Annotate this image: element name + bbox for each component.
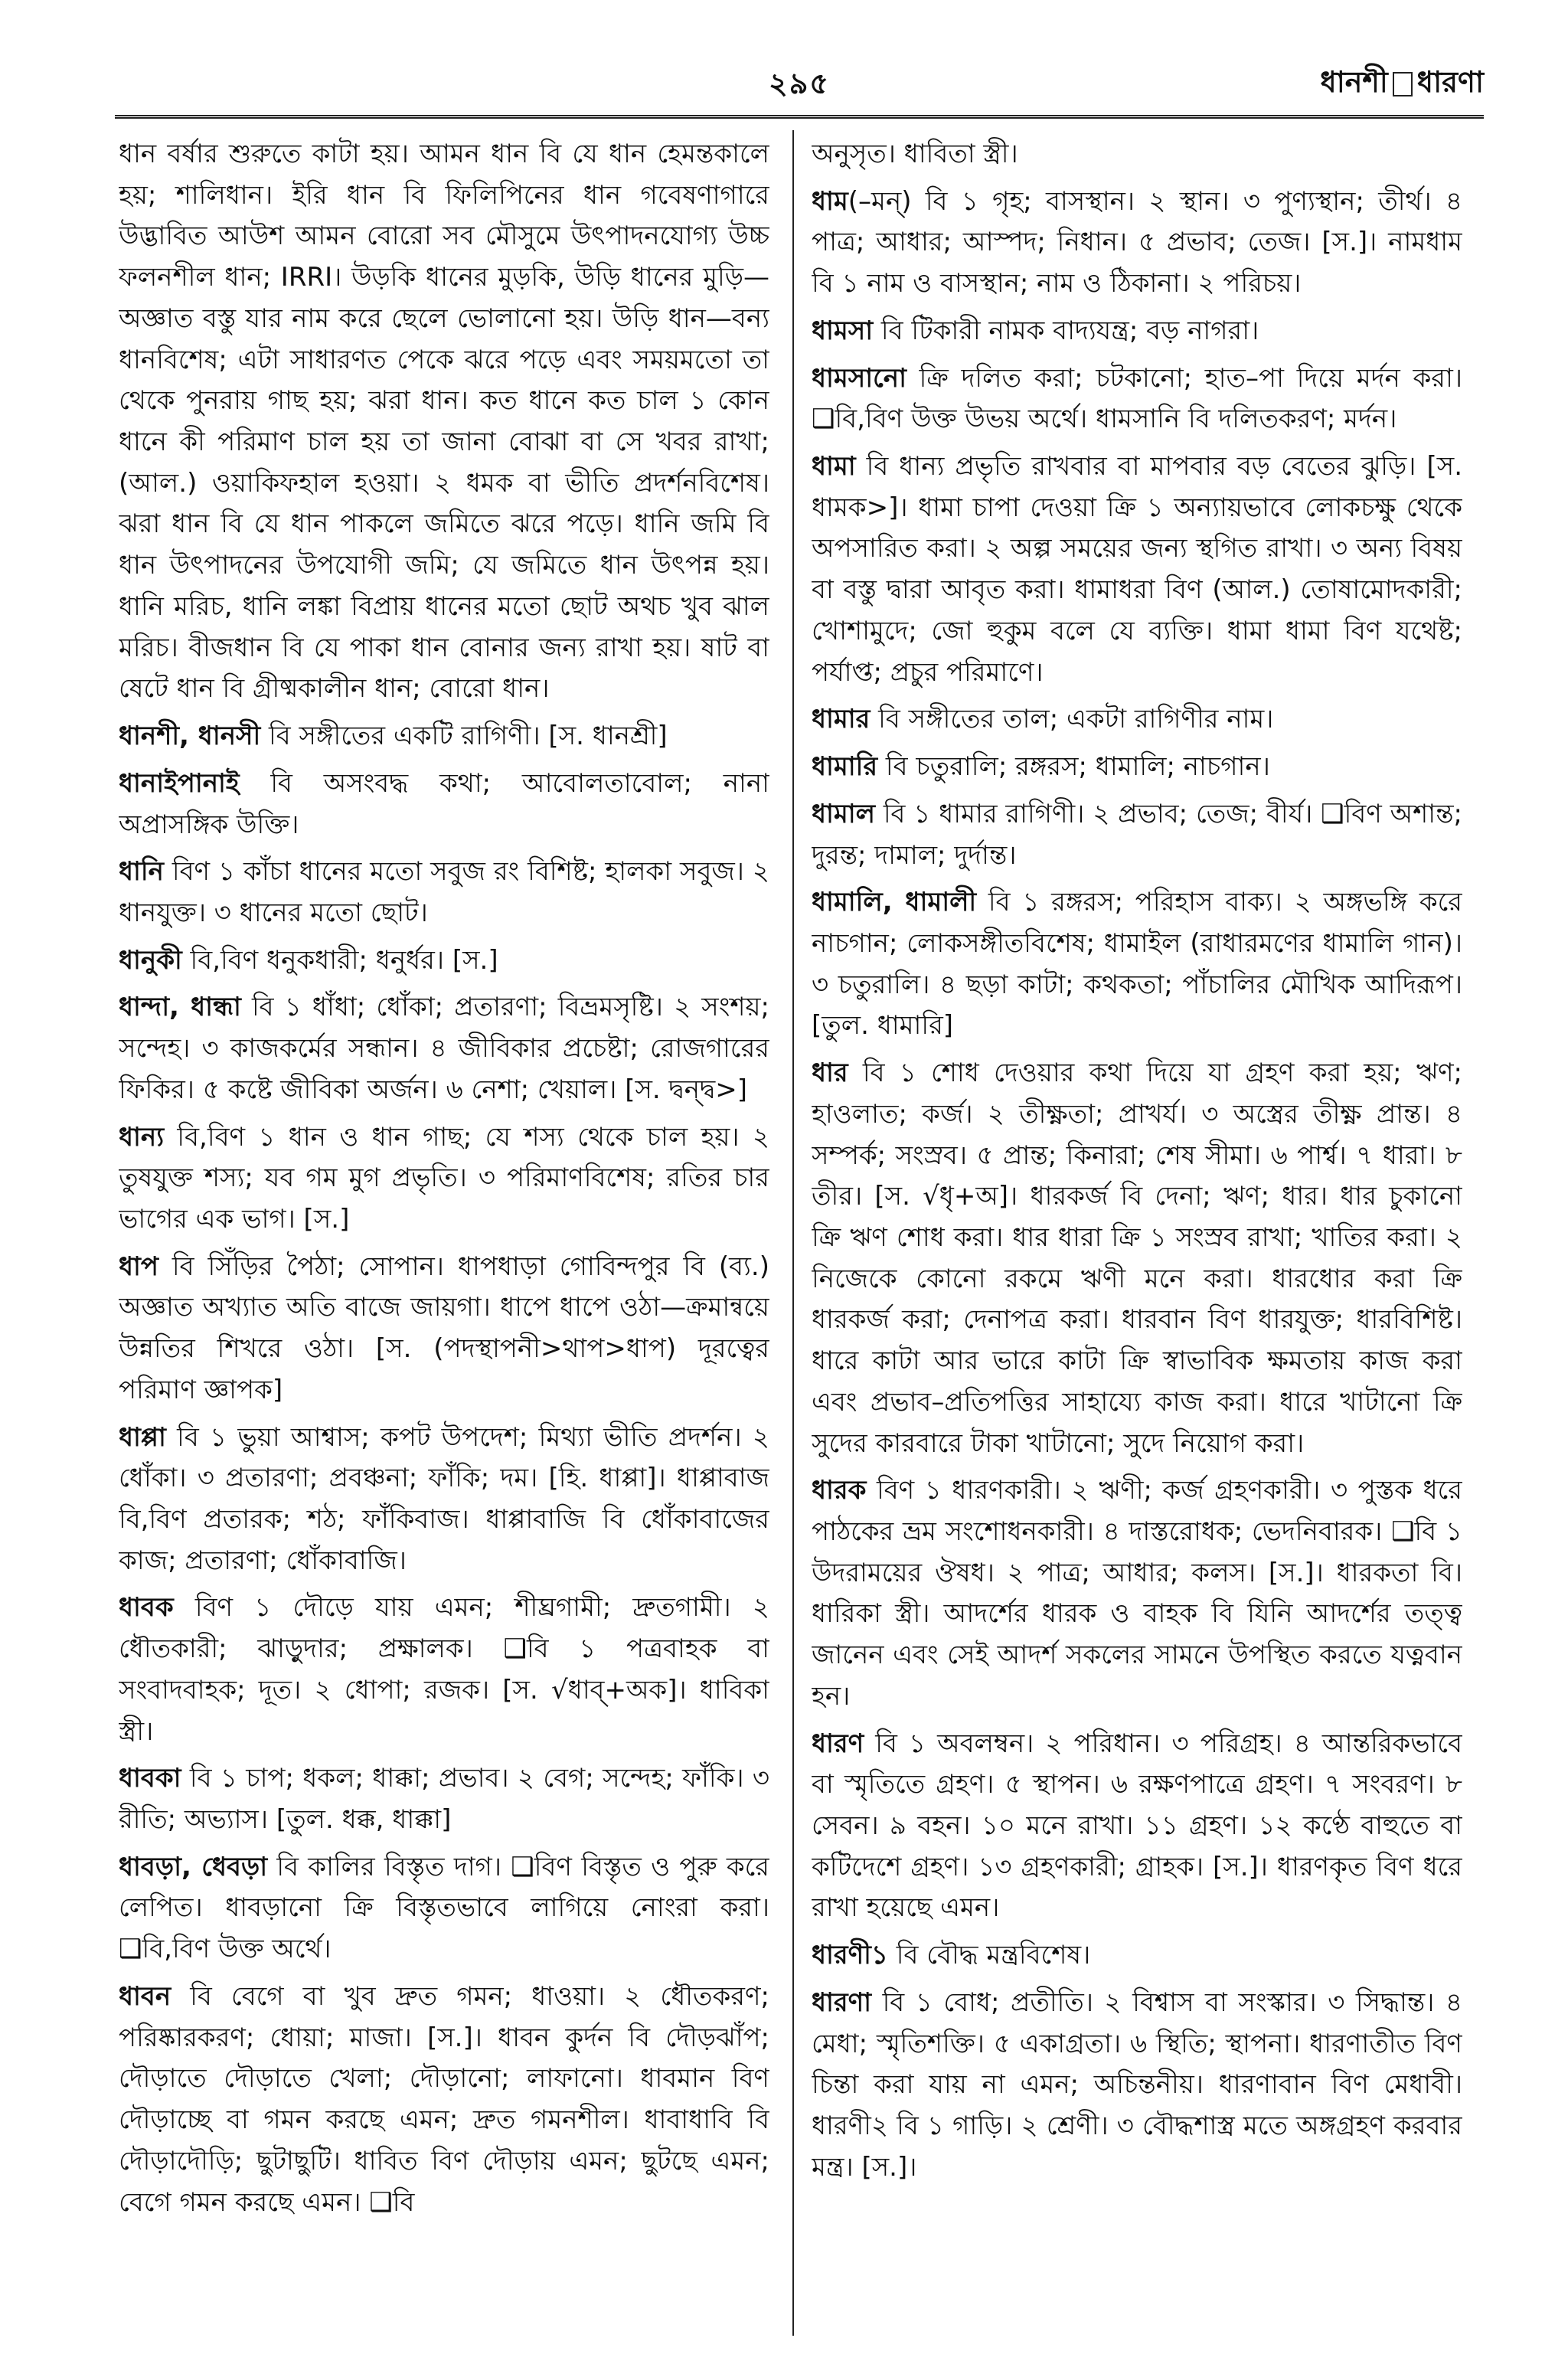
entry-definition: বি বেগে বা খুব দ্রুত গমন; ধাওয়া। ২ ধৌতকরণ; পরিষ্কারকরণ; ধোয়া; মাজা। [স.]। ধাবন কুর্দন বি দৌড়ঝাঁপ; দৌড়াতে দৌড়াতে খেলা; দৌড়ানো; লাফানো। ধাবমান বিণ দৌড়াচ্ছে বা গমন করছে এমন; দ্রুত গমনশীল। ধাবাধাবি বি দৌড়াদৌড়ি; ছুটাছুটি। ধাবিত বিণ দৌড়ায় এমন; ছুটছে এমন; বেগে গমন করছে এমন। ❑বি <box>119 1980 769 2218</box>
entry-definition: বি ১ বোধ; প্রতীতি। ২ বিশ্বাস বা সংস্কার। ৩ সিদ্ধান্ত। ৪ মেধা; স্মৃতিশক্তি। ৫ একাগ্রতা। ৬ স্থিতি; স্থাপনা। ধারণাতীত বিণ চিন্তা করা যায় না এমন; অচিন্তনীয়। ধারণাবান বিণ মেধাবী। ধারণী২ বি ১ গাড়ি। ২ শ্রেণী। ৩ বৌদ্ধশাস্ত্র মতে অঙ্গগ্রহণ করবার মন্ত্র। [স.]। <box>812 1987 1462 2183</box>
entry-definition: বি অসংবদ্ধ কথা; আবোলতাবোল; নানা অপ্রাসঙ্গিক উক্তি। <box>119 767 769 840</box>
guide-word-first: ধানশী <box>1320 65 1388 99</box>
dictionary-entry <box>119 1977 769 2223</box>
entry-headword: ধানুকী <box>119 944 182 976</box>
entry-headword: ধানাইপানাই <box>119 767 240 799</box>
entry-headword: ধাম <box>812 185 848 217</box>
entry-definition: বিণ ১ ধারণকারী। ২ ঋণী; কর্জ গ্রহণকারী। ৩ পুস্তক ধরে পাঠকের ভ্রম সংশোধনকারী। ৪ দাস্তরোধক; ভেদনিবারক। ❑বি ১ উদরাময়ের ঔষধ। ২ পাত্র; আধার; কলস। [স.]। ধারকতা বি। ধারিকা স্ত্রী। আদর্শের ধারক ও বাহক বি যিনি আদর্শের তত্ত্ব জানেন এবং সেই আদর্শ সকলের সামনে উপস্থিত করতে যত্নবান হন। <box>812 1475 1462 1712</box>
entry-definition: বি ১ ভুয়া আশ্বাস; কপট উপদেশ; মিথ্যা ভীতি প্রদর্শন। ২ ধোঁকা। ৩ প্রতারণা; প্রবঞ্চনা; ফাঁকি; দম। [হি. ধাপ্পা]। ধাপ্পাবাজ বি,বিণ প্রতারক; শঠ; ফাঁকিবাজ। ধাপ্পাবাজি বি ধোঁকাবাজের কাজ; প্রতারণা; ধোঁকাবাজি। <box>119 1421 769 1576</box>
page-number: ২৯৫ <box>768 67 831 100</box>
entry-definition: (–মন্) বি ১ গৃহ; বাসস্থান। ২ স্থান। ৩ পুণ্যস্থান; তীর্থ। ৪ পাত্র; আধার; আস্পদ; নিধান। ৫ প্রভাব; তেজ। [স.]। নামধাম বি ১ নাম ও বাসস্থান; নাম ও ঠিকানা। ২ পরিচয়। <box>812 185 1462 299</box>
dictionary-entry <box>119 1847 769 1970</box>
dictionary-entry <box>119 134 769 710</box>
dictionary-entry <box>812 1053 1462 1464</box>
entry-headword: ধাপ্পা <box>119 1421 166 1453</box>
dictionary-entry <box>119 1418 769 1582</box>
dictionary-entry <box>812 794 1462 876</box>
entry-headword: ধাবড়া, ধেবড়া <box>119 1851 268 1882</box>
entry-definition: বি ১ অবলম্বন। ২ পরিধান। ৩ পরিগ্রহ। ৪ আন্তরিকভাবে বা স্মৃতিতে গ্রহণ। ৫ স্থাপন। ৬ রক্ষণপাত্রে গ্রহণ। ৭ সংবরণ। ৮ সেবন। ৯ বহন। ১০ মনে রাখা। ১১ গ্রহণ। ১২ কণ্ঠে বাহুতে বা কটিদেশে গ্রহণ। ১৩ গ্রহণকারী; গ্রাহক। [স.]। ধারণকৃত বিণ ধরে রাখা হয়েছে এমন। <box>812 1728 1462 1924</box>
dictionary-entry <box>119 987 769 1110</box>
entry-definition: বি ১ চাপ; ধকল; ধাক্কা; প্রভাব। ২ বেগ; সন্দেহ; ফাঁকি। ৩ রীতি; অভ্যাস। [তুল. ধক্ক, ধাক্কা] <box>119 1763 769 1836</box>
entry-headword: ধামালি, ধামালী <box>812 887 977 918</box>
column-divider <box>792 130 794 2336</box>
entry-definition: বি ১ শোধ দেওয়ার কথা দিয়ে যা গ্রহণ করা হয়; ঋণ; হাওলাত; কর্জ। ২ তীক্ষ্ণতা; প্রাখর্য। ৩ অস্ত্রের তীক্ষ্ণ প্রান্ত। ৪ সম্পর্ক; সংস্রব। ৫ প্রান্ত; কিনারা; শেষ সীমা। ৬ পার্শ্ব। ৭ ধারা। ৮ তীর। [স. √ধৃ+অ]। ধারকর্জ বি দেনা; ঋণ; ধার। ধার চুকানো ক্রি ঋণ শোধ করা। ধার ধারা ক্রি ১ সংস্রব রাখা; খাতির করা। ২ নিজেকে কোনো রকমে ঋণী মনে করা। ধারধোর করা ক্রি ধারকর্জ করা; দেনাপত্র করা। ধারবান বিণ ধারযুক্ত; ধারবিশিষ্ট। ধারে কাটা আর ভারে কাটা ক্রি স্বাভাবিক ক্ষমতায় কাজ করা এবং প্রভাব–প্রতিপত্তির সাহায্যে কাজ করা। ধারে খাটানো ক্রি সুদের কারবারে টাকা খাটানো; সুদে নিয়োগ করা। <box>812 1058 1462 1459</box>
dictionary-entry <box>812 311 1462 352</box>
dictionary-entry <box>812 1935 1462 1977</box>
entry-definition: বি ১ ধামার রাগিণী। ২ প্রভাব; তেজ; বীর্য। ❑বিণ অশান্ত; দুরন্ত; দামাল; দুর্দান্ত। <box>812 798 1462 871</box>
entry-headword: ধামারি <box>812 751 878 783</box>
guide-word-last: ধারণা <box>1416 65 1484 99</box>
entry-headword: ধান্য <box>119 1121 165 1153</box>
entry-headword: ধামসানো <box>812 362 906 394</box>
entry-definition: বি সিঁড়ির পৈঠা; সোপান। ধাপধাড়া গোবিন্দপুর বি (ব্য.) অজ্ঞাত অখ্যাত অতি বাজে জায়গা। ধাপে ধাপে ওঠা—ক্রমান্বয়ে উন্নতির শিখরে ওঠা। [স. (পদস্থাপনী>থাপ>ধাপ) দূরত্বের পরিমাণ জ্ঞাপক] <box>119 1251 769 1405</box>
entry-headword: ধামাল <box>812 798 875 829</box>
entry-definition: বি সঙ্গীতের তাল; একটা রাগিণীর নাম। <box>870 704 1274 735</box>
dictionary-entry <box>812 358 1462 440</box>
entry-definition: বি ১ ধাঁধা; ধোঁকা; প্রতারণা; বিভ্রমসৃষ্টি। ২ সংশয়; সন্দেহ। ৩ কাজকর্মের সন্ধান। ৪ জীবিকার প্রচেষ্টা; রোজগারের ফিকির। ৫ কষ্টে জীবিকা অর্জন। ৬ নেশা; খেয়াল। [স. দ্বন্দ্ব>] <box>119 992 769 1105</box>
dictionary-entry <box>812 446 1462 693</box>
dictionary-entry <box>119 764 769 845</box>
entry-headword: ধাবকা <box>119 1763 181 1794</box>
entry-headword: ধার <box>812 1058 848 1089</box>
right-column <box>812 134 1462 2324</box>
dictionary-entry <box>119 1247 769 1411</box>
entry-headword: ধান্দা, ধান্ধা <box>119 992 241 1023</box>
left-column <box>119 134 769 2324</box>
dictionary-entry <box>119 852 769 934</box>
dictionary-entry <box>812 181 1462 305</box>
entry-headword: ধারণ <box>812 1728 864 1759</box>
dictionary-entry <box>812 747 1462 788</box>
dictionary-entry <box>812 134 1462 175</box>
dictionary-entry <box>812 1724 1462 1930</box>
dictionary-entry <box>119 716 769 757</box>
entry-headword: ধাবক <box>119 1592 174 1624</box>
entry-definition: বি সঙ্গীতের একটি রাগিণী। [স. ধানশ্রী] <box>260 721 668 752</box>
entry-definition: বি ১ রঙ্গরস; পরিহাস বাক্য। ২ অঙ্গভঙ্গি করে নাচগান; লোকসঙ্গীতবিশেষ; ধামাইল (রাধারমণের ধামালি গান)। ৩ চতুরালি। ৪ ছড়া কাটা; কথকতা; পাঁচালির মৌখিক আদিরূপ। [তুল. ধামারি] <box>812 887 1462 1041</box>
entry-headword: ধামা <box>812 451 856 482</box>
entry-definition: বিণ ১ কাঁচা ধানের মতো সবুজ রং বিশিষ্ট; হালকা সবুজ। ২ ধানযুক্ত। ৩ ধানের মতো ছোট। <box>119 856 769 928</box>
entry-definition: ক্রি দলিত করা; চটকানো; হাত–পা দিয়ে মর্দন করা। ❑বি,বিণ উক্ত উভয় অর্থে। ধামসানি বি দলিতকরণ; মর্দন। <box>812 362 1462 435</box>
entry-definition: বি টিকারী নামক বাদ্যযন্ত্র; বড় নাগরা। <box>873 315 1259 346</box>
page-header <box>115 54 1484 107</box>
guide-words <box>1320 60 1484 109</box>
entry-definition: বি কালির বিস্তৃত দাগ। ❑বিণ বিস্তৃত ও পুরু করে লেপিত। ধাবড়ানো ক্রি বিস্তৃতভাবে লাগিয়ে নোংরা করা। ❑বি,বিণ উক্ত অর্থে। <box>119 1851 769 1965</box>
header-rule <box>115 115 1484 119</box>
entry-definition: ধান বর্ষার শুরুতে কাটা হয়। আমন ধান বি যে ধান হেমন্তকালে হয়; শালিধান। ইরি ধান বি ফিলিপিনের ধান গবেষণাগারে উদ্ভাবিত আউশ আমন বোরো সব মৌসুমে উৎপাদনযোগ্য উচ্চ ফলনশীল ধান; IRRI। উড়কি ধানের মুড়কি, উড়ি ধানের মুড়ি—অজ্ঞাত বস্তু যার নাম করে ছেলে ভোলানো হয়। উড়ি ধান—বন্য ধানবিশেষ; এটা সাধারণত পেকে ঝরে পড়ে এবং সময়মতো তা থেকে পুনরায় গাছ হয়; ঝরা ধান। কত ধানে কত চাল ১ কোন ধানে কী পরিমাণ চাল হয় তা জানা বোঝা বা সে খবর রাখা; (আল.) ওয়াকিফহাল হওয়া। ২ ধমক বা ভীতি প্রদর্শনবিশেষ। ঝরা ধান বি যে ধান পাকলে জমিতে ঝরে পড়ে। ধানি জমি বি ধান উৎপাদনের উপযোগী জমি; যে জমিতে ধান উৎপন্ন হয়। ধানি মরিচ, ধানি লঙ্কা বিপ্রায় ধানের মতো ছোট অথচ খুব ঝাল মরিচ। বীজধান বি যে পাকা ধান বোনার জন্য রাখা হয়। ষাট বা ষেটে ধান বি গ্রীষ্মকালীন ধান; বোরো ধান। <box>119 139 769 705</box>
entry-headword: ধাবন <box>119 1980 172 2012</box>
entry-headword: ধারণী১ <box>812 1940 888 1971</box>
entry-definition: বিণ ১ দৌড়ে যায় এমন; শীঘ্রগামী; দ্রুতগামী। ২ ধৌতকারী; ঝাড়ুদার; প্রক্ষালক। ❑বি ১ পত্রবাহক বা সংবাদবাহক; দূত। ২ ধোপা; রজক। [স. √ধাব্+অক]। ধাবিকা স্ত্রী। <box>119 1592 769 1747</box>
entry-headword: ধারণা <box>812 1987 872 2018</box>
entry-definition: বি বৌদ্ধ মন্ত্রবিশেষ। <box>887 1940 1091 1971</box>
entry-definition: অনুসৃত। ধাবিতা স্ত্রী। <box>812 139 1018 169</box>
dictionary-entry <box>119 940 769 982</box>
dictionary-entry <box>812 1983 1462 2189</box>
entry-definition: বি,বিণ ধনুকধারী; ধনুর্ধর। [স.] <box>181 944 498 976</box>
entry-headword: ধামসা <box>812 315 874 346</box>
entry-headword: ধানি <box>119 856 164 888</box>
entry-definition: বি চতুরালি; রঙ্গরস; ধামালি; নাচগান। <box>877 751 1270 783</box>
entry-definition: বি ধান্য প্রভৃতি রাখবার বা মাপবার বড় বেতের ঝুড়ি। [স. ধামক>]। ধামা চাপা দেওয়া ক্রি ১ অন্যায়ভাবে লোকচক্ষু থেকে অপসারিত করা। ২ অল্প সময়ের জন্য স্থগিত রাখা। ৩ অন্য বিষয় বা বস্তু দ্বারা আবৃত করা। ধামাধরা বিণ (আল.) তোষামোদকারী; খোশামুদে; জো হুকুম বলে যে ব্যক্তি। ধামা ধামা বিণ যথেষ্ট; পর্যাপ্ত; প্রচুর পরিমাণে। <box>812 451 1462 688</box>
entry-headword: ধাপ <box>119 1251 158 1282</box>
guide-box-icon <box>1393 72 1413 96</box>
dictionary-entry <box>119 1117 769 1241</box>
entry-headword: ধারক <box>812 1475 867 1506</box>
dictionary-entry <box>119 1588 769 1752</box>
entry-definition: বি,বিণ ১ ধান ও ধান গাছ; যে শস্য থেকে চাল হয়। ২ তুষযুক্ত শস্য; যব গম মুগ প্রভৃতি। ৩ পরিমাণবিশেষ; রতির চার ভাগের এক ভাগ। [স.] <box>119 1121 769 1234</box>
entry-headword: ধামার <box>812 704 871 735</box>
entry-headword: ধানশী, ধানসী <box>119 721 261 752</box>
dictionary-entry <box>812 1470 1462 1717</box>
dictionary-entry <box>812 699 1462 741</box>
dictionary-entry <box>119 1758 769 1840</box>
dictionary-entry <box>812 882 1462 1047</box>
